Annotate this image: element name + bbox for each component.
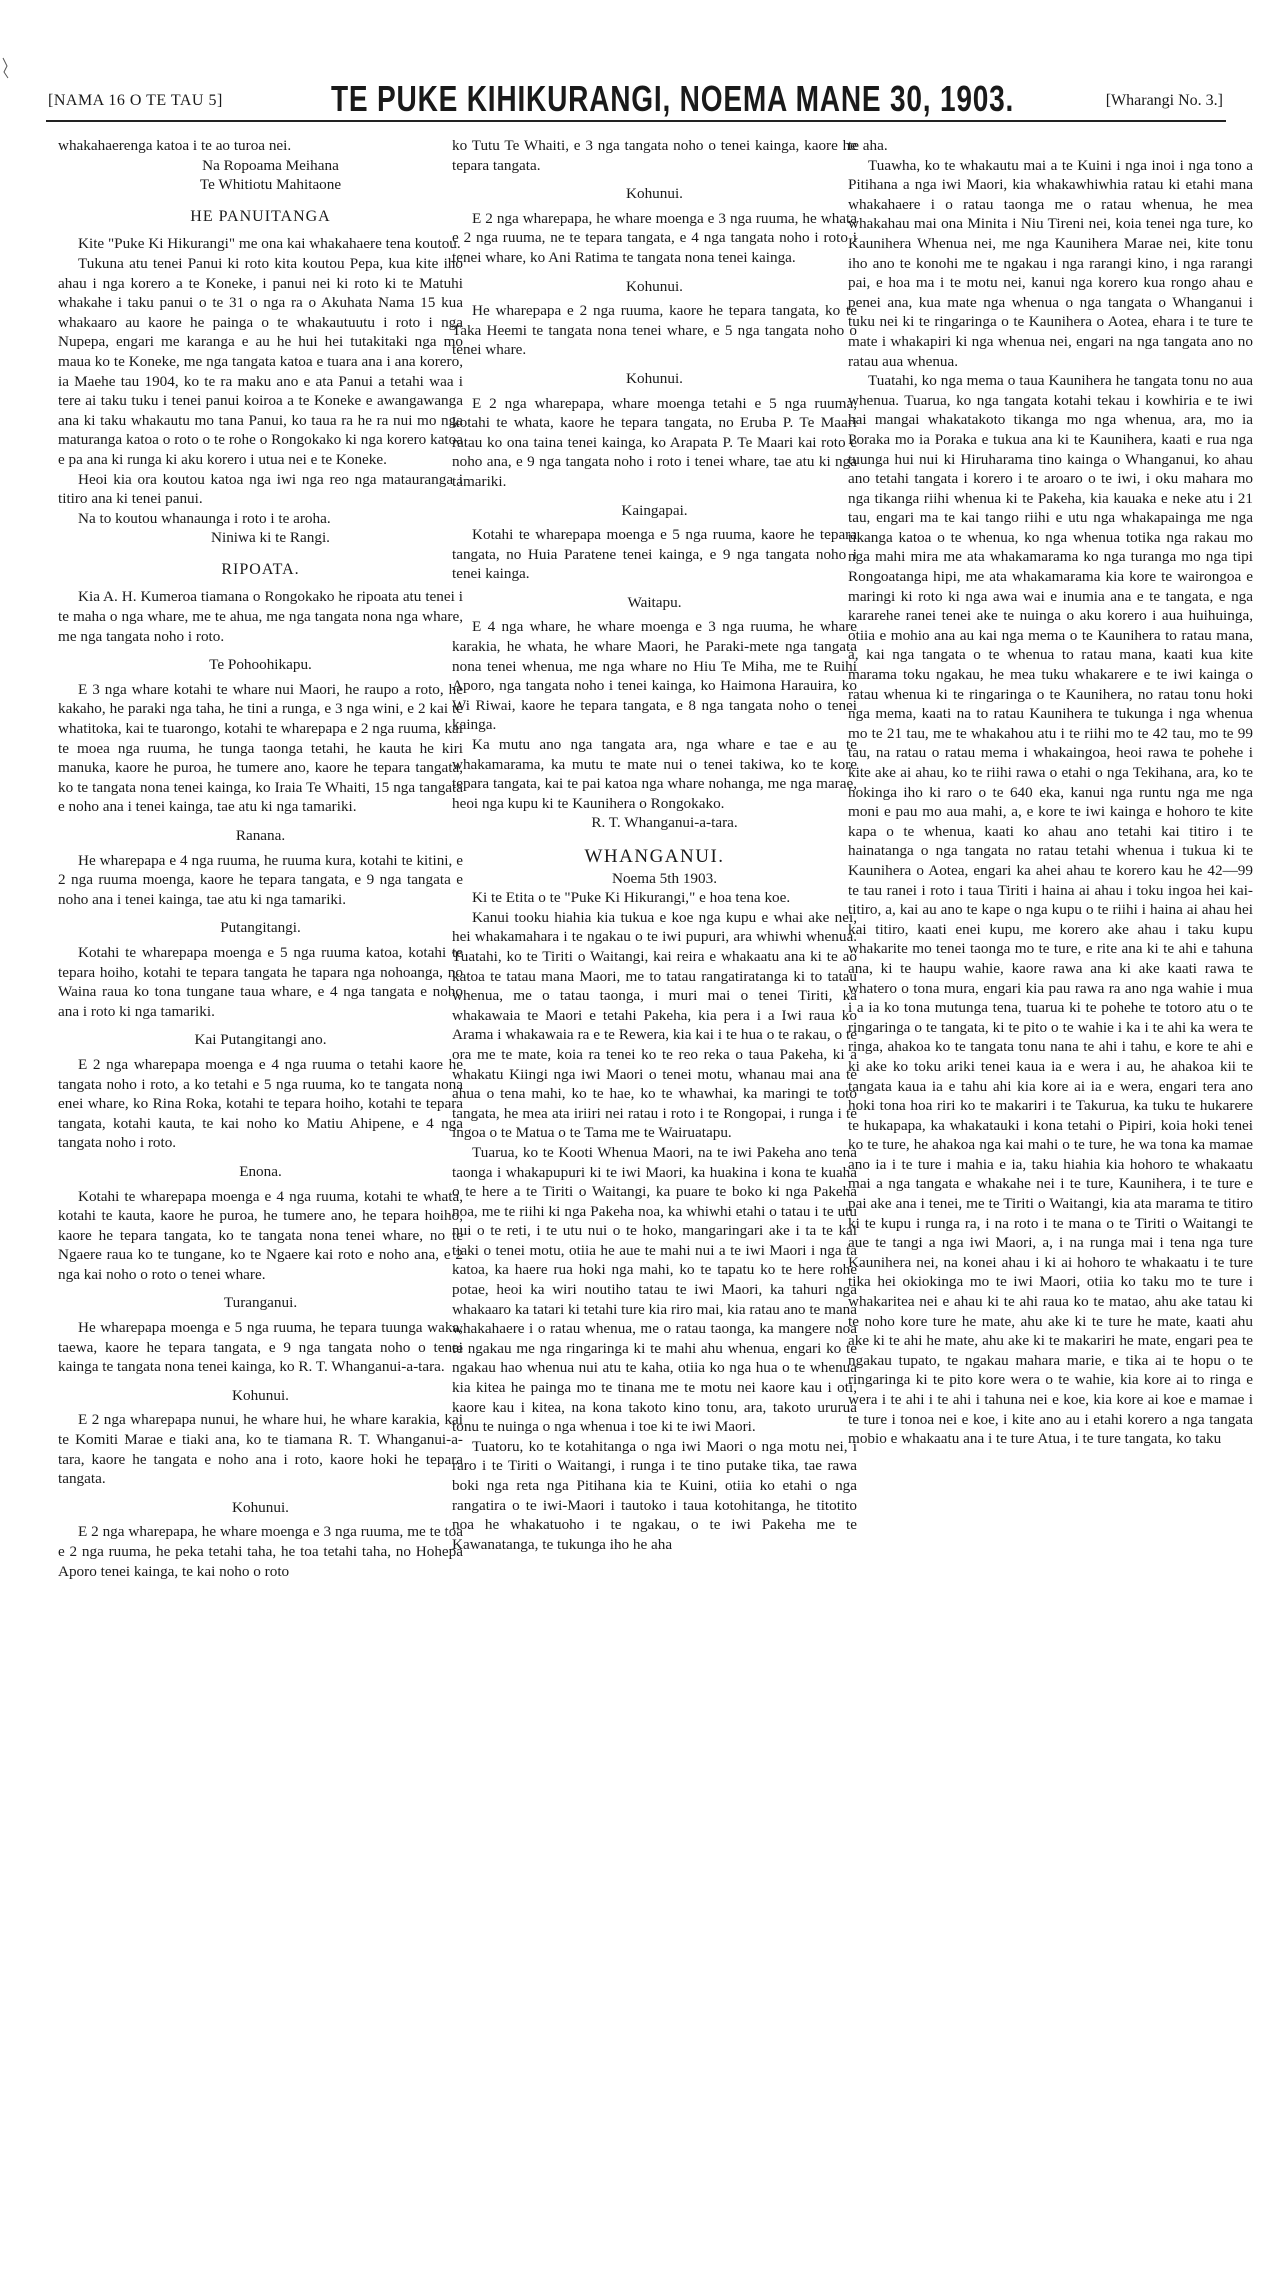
- issue-number: [NAMA 16 O TE TAU 5]: [48, 92, 223, 109]
- paragraph: Tuatoru, ko te kotahitanga o nga iwi Maori o nga motu nei, i raro i te Tiriti o Waitangi, i runga i te tino putake tika, tae rawa boki nga reta nga Pitihana kia te Kuini, otiia ko etahi o nga rangatira o te iwi-Maori i tautoko i taua kotohitanga, he titotito noa he whakatuoho i te ngakau, o te iwi Pakeha me te Kawanatanga, te tukunga iho he aha: [452, 1437, 857, 1553]
- paragraph: E 2 nga wharepapa, whare moenga tetahi e 5 nga ruuma, kotahi te whata, kaore he tepara tangata, no Eruba P. Te Maari ratau ko ona taina tenei kainga, ko Arapata P. Te Maari kai roto e noho ana, e 9 nga tangata noho i roto i tenei whare, tae atu ki nga tamariki.: [452, 394, 857, 490]
- paragraph: Kanui tooku hiahia kia tukua e koe nga kupu e whai ake nei, hei whakamahara i te ngakau o te iwi pupuri, ara whiwhi whenua. Tuatahi, ko te Tiriti o Waitangi, kai reira e whakaatu ana ki te ao katoa te tatau mana Maori, me to tatau rangatiratanga ki to tatau whenua, me o tatau taonga, i muri mai o tenei Tiriti, ka whakawaia te Maori e tetahi Pakeha, kia pera i a Iwi raua ko Arama i whakawaia ra e te Rewera, kia kai i te hua o te rakau, o te ora me te mate, koia ra tenei ko te reo reka o taua Pakeha, ki a whakatu Kiingi nga iwi Maori o tenei motu, whanau mai ana te ahua o tena mahi, ko te hae, ko te whawhai, ka maringi te toto tangata, he mea ata iriiri nei ratau i roto i te Rongopai, i runga i te ingoa o te Matua o te Tama me te Wairuatapu.: [452, 908, 857, 1142]
- paragraph: E 4 nga whare, he whare moenga e 3 nga ruuma, he whare karakia, he whata, he whare Maori, he Paraki-mete nga tangata nona tenei whenua, me nga whare no Hiu Te Miha, me te Ruihi Aporo, nga tangata noho i tenei kainga, ko Haimona Harauira, ko Wi Riwai, kaore he tepara tangata, e 8 nga tangata noho o tenei kainga.: [452, 618, 857, 734]
- page-number: [Wharangi No. 3.]: [1105, 92, 1223, 109]
- subheading: Kai Putangitangi ano.: [194, 1031, 327, 1049]
- paragraph: E 2 nga wharepapa nunui, he whare hui, he whare karakia, kai te Komiti Marae e tiaki ana, ko te tiamana R. T. Whanganui-a-tara, kaore he tangata e noho ana i roto, kaore hoki he tepara tangata.: [58, 1411, 463, 1488]
- paragraph: E 2 nga wharepapa, he whare moenga e 3 nga ruuma, me te toa e 2 nga ruuma, he peka tetahi taha, he toa tetahi taha, no Hohepa Aporo tenei kainga, te kai noho o roto: [58, 1523, 463, 1580]
- article-continuation: ko Tutu Te Whaiti, e 3 nga tangata noho o tenei kainga, kaore he tepara tangata.: [452, 137, 857, 174]
- dateline: Noema 5th 1903.: [611, 869, 718, 887]
- paragraph: Na to koutou whanaunga i roto i te aroha.: [78, 509, 331, 527]
- newspaper-title: TE PUKE KIHIKURANGI, NOEMA MANE 30, 1903.: [331, 78, 1015, 119]
- paragraph: Ki te Etita o te "Puke Ki Hikurangi," e hoa tena koe.: [472, 889, 791, 907]
- subheading: Turanganui.: [223, 1294, 298, 1312]
- paragraph: Kotahi te wharepapa moenga e 5 nga ruuma katoa, kotahi te tepara hoiho, kotahi te tepara tangata he tapara nga nohoanga, no Waina raua ko tona tungane taua whare, e 4 nga tangata e noho ana i roto ki nga tamariki.: [58, 943, 463, 1020]
- signature-line: Te Whitiotu Mahitaone: [199, 176, 342, 194]
- paragraph: He wharepapa e 4 nga ruuma, he ruuma kura, kotahi te kitini, e 2 nga ruuma moenga, kaore he tepara tangata, e 9 nga tangata e noho ana i tenei kainga, tae atu ki nga tamariki.: [58, 851, 463, 908]
- paragraph: Kotahi te wharepapa moenga e 5 nga ruuma, kaore he tepara tangata, no Huia Paratene tenei kainga, e 9 nga tangata noho i tenei kainga.: [452, 526, 857, 583]
- column-3: [848, 136, 1253, 1449]
- subheading: Kohunui.: [626, 185, 683, 203]
- article-continuation: whakahaerenga katoa i te ao turoa nei.: [58, 137, 292, 154]
- subheading: Putangitangi.: [220, 919, 301, 937]
- signature-line: Niniwa ki te Rangi.: [211, 529, 330, 547]
- paragraph: Tukuna atu tenei Panui ki roto kita koutou Pepa, kua kite iho ahau i nga korero a te Koneke, i panui nei ki roto ki te Matuhi whakahe i taku panui o te 31 o nga ra o Akuhata Nama 15 kua whakaaro au kaore he painga o te whakautuutu i roto i nga Nupepa, engari me karanga e au he hui hei tutakitaki nga mo maua ko te Koneke, me nga tangata katoa e tuara ana i ana korero, ia Maehe tau 1904, ko te ra maku ano e ata Panui a tetahi waa i tere ai taku tuku i tenei panui koiroa a te Koneke e awangawanga ana ki taku whakautu mo tana Panui, ko taua ra he ra nui mo nga maturanga katoa o roto o te rohe o Rongokako ki nga korero katoa e pa ana ki runga ki aku korero i utua nei e te Koneke.: [58, 254, 463, 468]
- paragraph: E 3 nga whare kotahi te whare nui Maori, he raupo a roto, he kakaho, he paraki nga taha, he tini a runga, e 3 nga wini, e 2 kai te whatitoka, kai te tuarongo, kotahi te wharepapa e 2 nga ruuma, kai te moea nga ruuma, he tunga taonga tetahi, he kauta he kiri manuka, kaore he puroa, he tumere ano, kaore he tepara tangata, ko te tangata nona tenei kainga, ko Iraia Te Whaiti, 15 nga tangata e noho ana i tenei kainga, tae atu ki nga tamariki.: [58, 680, 463, 816]
- paragraph: E 2 nga wharepapa, he whare moenga e 3 nga ruuma, he whata e 2 nga ruuma, ne te tepara tangata, e 4 nga tangata noho i roto i tenei whare, ko Ani Ratima te tangata nona tenei kainga.: [452, 209, 857, 266]
- paragraph: Tuarua, ko te Kooti Whenua Maori, na te iwi Pakeha ano tena taonga i whakapupuri ki te iwi Maori, ka huakina i kona te kuaha o te here a te Tiriti o Waitangi, ka puare te boko ki nga Pakeha noa, me te riihi ki nga Pakeha noa, ka whiwhi etahi o tatau i te utu nui o te reti, i te utu nui o te hoko, mangaringari ake i ta te kai tiaki o tenei motu, otiia he aue te mahi nui a te iwi Maori i nga ta katoa, ka haere rua hoki nga mahi, ko te tapatu ko te here rohe potae, heoi ka wiri noutiho tatau te iwi Maori, ka tahuri nga whakaaro ka tatari ki tetahi ture kia riro mai, kia ratau ano te mana whakahaere i o ratau whenua, me o ratau taonga, ka mangere noa te ngakau me nga ringaringa ki te mahi ahu whenua, engari ko te ngakau hao whenua nui atu te kaha, otiia ko nga hua o te whenua kia kitea he painga mo te tinana me te motu nei kaore kau i oti, kaore kau i kitea, na kona takoto kino tonu, ara, takoto ururua tonu te nuinga o nga whenua i toe ki te iwi Maori.: [452, 1143, 857, 1436]
- subheading: Kohunui.: [232, 1386, 289, 1404]
- subheading: Waitapu.: [627, 593, 682, 611]
- masthead-rule: [46, 120, 1226, 122]
- subheading: Enona.: [239, 1162, 282, 1180]
- article-continuation: te aha.: [848, 137, 888, 154]
- section-heading-ripoata: RIPOATA.: [221, 560, 300, 578]
- paragraph: Tuatahi, ko nga mema o taua Kaunihera he tangata tonu no aua whenua. Tuarua, ko nga tangata kotahi tekau i kowhiria e te iwi hai mangai whakatakoto tikanga mo nga whenua, ara, mo ia Poraka mo ia Poraka e tukua ana ki te Kaunihera, kaati e rua nga tuunga hui nui ki Hiruharama tino kainga o Whanganui, ko ahau ano tetahi tangata i korero i te aroaro o te iwi, i oku mahara mo nga tikanga riihi whenua ki te Pakeha, kia kauaka e neke atu i 21 tau, engari ma te kai tango riihi e utu nga whakapainga me nga tikanga katoa o te whenua, ko nga whenua totika nga rakau mo nga mahi mira me ata whakamarama ko nga turanga mo nga tipi Rongoatanga hipi, me ata whakamarama kia kore te wairongoa e maringi ki roto ki nga awa wai e inumia ana e te tangata, e nga kararehe ranei tenei ake te nuinga o aku korero i aua huihuinga, otiia e mohio ana au kai nga mema o te Kaunihera to ratau mana, a, kai nga tangata o te whenua to ratau mana, kaati kua kite marama toku ngakau, he mea tuku whakarere e te iwi kainga o ratau whenua ki te ringaringa o te Kaunihera, no ratau tonu hoki nga mema, kaati na to ratau Kaunihera te tukunga i nga whenua mo te 21 tau, me te whakahou atu i te riihi mo te 42 tau, mo te 99 tau, na ratau o ratau mema i whakaingoa, heoi rawa te pohehe i kite ake ai ahau, ko te riihi rawa o etahi o nga Tekihana, ara, ko te hokinga iho ki raro o te 640 eka, kanui nga runtu nga me nga moni e pau mo aua mahi, a, e kore te iwi kainga e hohoro te kite kapa o te whenua, kaati ko ahau ano tetahi kai titiro i te hainatanga o nga tangata no ratau tetahi whenua i tukua ki te Kaunihera o Aotea, engari ka ahei ahau te korero kau he 42—99 te tau ranei i roto i taua Tiriti i haina ai ahau i toku ingoa hei kai-titiro, a, kai au ano te kape o nga kupu o te riihi i haina ai ahau hei kai titiro, kaati enei kupu, me korero ake ahau i taku kupu whakarite mo tenei taonga mo te ture, e rite ana ki te ahi e tahuna ana, ki te haupu wahie, kaore rawa ana ki ake kaati rawa te whatero o tona mura, engari kia pau rawa ra ano nga wahie i mua i a ia ko tona mutunga tena, tuarua ki te pohehe te totoro atu o te ringaringa o te tangata, ki te pito o te wahie i ka i te ahi ka wera te ringa, ahakoa ko te tangata tonu nana te ahi i tahu, e kore te ahi e ki ake ko toku ariki tenei kaua ia e wera i au, he ahakoa kii te tangata kaua ia e tahu ahi kia kore ai ia e wera, engari tera ano hoki tona hoa riri ko te makariri i te Takurua, ka tuku te hukarere te hukapapa, ka whakatauki i kona tetahi o Pipiri, koia hoki tenei ko te ture, he ahakoa nga kai mahi o te ture, he wa tona ka mamae ano ia i te ture i mahia e ia, taku hiahia kia hohoro te whakaatu mai a nga tangata e whakahe nei i te ture, Kaunihera, i te ture e pai ake ana i tenei, me te Tiriti o Waitangi, kia ata marama te titiro ki te kupu i runga ra, i na roto i te mana o te Tiriti o Waitangi te aue te tangi a nga iwi Maori, a, i na runga mai i tena nga ture Kaunihera nei, na konei ahau i ki ai hohoro te whakaatu i te ture tika hei okiokinga mo te iwi Maori, otiia ko taku mo te ture i whakaritea nei e ahau ki te ahi raua ko te matao, ahu ake tatau ki te noho kore ture he mate, ahu ake ki te ture he mate, kaati ahu ake ki te ahi he mate, ahu ake ki te makariri he mate, engari pea te ngakau tupato, te ngakau mahara marie, e tika ai te hopu o te ringaringa ki te pito kore wera o te wahie, kia kore ai to ringa e wera i te ahi i te ahi i tahuna nei e koe, kia kore ai koe e mamae i te ture i tonoa nei e koe, i kite ano au i etahi korero a nga tangata mobio e whakaatu ana i te ture Atua, i te ture tangata, ko taku: [848, 372, 1253, 1448]
- paragraph: He wharepapa e 2 nga ruuma, kaore he tepara tangata, ko te Taka Heemi te tangata nona tenei whare, e 5 nga tangata noho o tenei whare.: [452, 302, 857, 359]
- paragraph: Heoi kia ora koutou katoa nga iwi nga reo nga matauranga i titiro ana ki tenei panui.: [58, 470, 463, 508]
- paragraph: Kotahi te wharepapa moenga e 4 nga ruuma, kotahi te whata, kotahi te kauta, kaore he puroa, he tumere ano, he tepara hoiho, kaore he tepara tangata, ko te tangata nona tenei whare, no te Ngaere raua ko te tungane, ko te Ngaere kai roto e noho ana, e 2 nga kai noho o roto o tenei whare.: [58, 1187, 463, 1283]
- subheading: Kohunui.: [626, 369, 683, 387]
- subheading: Te Pohoohikapu.: [209, 656, 312, 674]
- paragraph: E 2 nga wharepapa moenga e 4 nga ruuma o tetahi kaore he tangata noho i roto, a ko tetahi e 5 nga ruuma, ko te tangata nona enei whare, ko Rina Roka, kotahi te tepara hoiho, kotahi te tepara tangata, kotahi kauta, te kai noho ko Matiu Ahipene, e 4 nga tangata noho i roto.: [58, 1055, 463, 1152]
- paragraph: Kite "Puke Ki Hikurangi" me ona kai whakahaere tena koutou.: [78, 235, 461, 253]
- section-heading-panuitanga: HE PANUITANGA: [190, 207, 331, 225]
- paragraph: Kia A. H. Kumeroa tiamana o Rongokako he ripoata atu tenei i te maha o nga whare, me te ahua, me nga tangata nona nga whare, me nga tangata noho i roto.: [58, 588, 463, 645]
- subheading: Ranana.: [235, 827, 286, 844]
- paragraph: Ka mutu ano nga tangata ara, nga whare e tae e au te whakamarama, ka mutu te mate nui o tenei takiwa, ko te kore tepara tangata, kai te pai katoa nga whare nohanga, me nga marae, heoi nga kupu ki te Kaunihera o Rongokako.: [452, 736, 857, 812]
- column-1: [58, 136, 463, 1581]
- masthead: [48, 78, 1223, 122]
- subheading: Kohunui.: [626, 277, 683, 295]
- section-heading-whanganui: WHANGANUI.: [584, 846, 725, 867]
- signature-line: R. T. Whanganui-a-tara.: [591, 814, 738, 832]
- subheading: Kohunui.: [232, 1498, 289, 1516]
- subheading: Kaingapai.: [621, 501, 688, 519]
- paragraph: Tuawha, ko te whakautu mai a te Kuini i nga inoi i nga tono a Pitihana a nga iwi Maori, kia whakawhiwhia ratau ki etahi mana whakahaere i o ratau taonga me o ratau whenua, he mea whakahau mai ona Minita i Niu Tireni nei, koia tenei nga ture, ko Kaunihera Whenua nei, me nga Kaunihera Marae nei, kite tonu iho ano te konohi me te ngakau i nga rarangi kino, i nga rarangi pai, e hoa ma i te motu nei, kanui nga korero kua rongo ahau e penei ana, kua mate nga whenua o nga tangata o Whanganui i tuku nei ki te ringaringa o te Kaunihera o Aotea, ehara i te ture te mate i whakapiri ki nga whenua nei, engari na nga tangata ano no ratau aua whenua.: [848, 156, 1253, 370]
- paragraph: He wharepapa moenga e 5 nga ruuma, he tepara tuunga waka, taewa, kaore he tepara tangata, e 9 nga tangata noho o tenei kainga te tangata nona tenei kainga, ko R. T. Whanganui-a-tara.: [58, 1319, 463, 1376]
- column-2: [452, 136, 857, 1554]
- page-edge-mark: [2, 56, 10, 80]
- signature-line: Na Ropoama Meihana: [202, 156, 339, 174]
